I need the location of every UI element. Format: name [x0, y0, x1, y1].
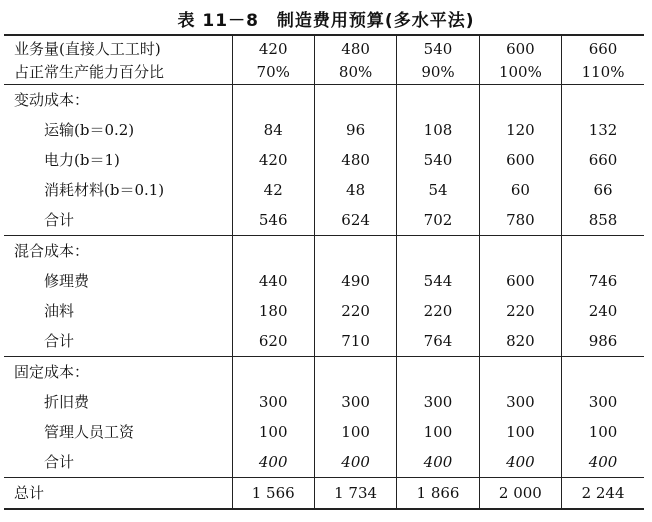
total-cell: 2 244 [562, 478, 644, 510]
value-cell: 96 [314, 115, 396, 145]
value-cell: 710 [314, 326, 396, 357]
value-cell: 764 [397, 326, 479, 357]
value-cell: 544 [397, 266, 479, 296]
value-cell: 108 [397, 115, 479, 145]
empty-cell [562, 357, 644, 388]
value-cell: 220 [314, 296, 396, 326]
value-cell: 132 [562, 115, 644, 145]
value-cell: 400 [479, 447, 561, 478]
sections-body [4, 85, 644, 478]
row-label: 折旧费 [4, 387, 232, 417]
total-cell: 1 566 [232, 478, 314, 510]
empty-cell [314, 357, 396, 388]
empty-cell [479, 85, 561, 116]
table-row [4, 447, 644, 478]
hours-cell: 480 [314, 35, 396, 61]
empty-cell [479, 236, 561, 267]
total-cell: 2 000 [479, 478, 561, 510]
value-cell: 100 [314, 417, 396, 447]
section-title: 变动成本： [4, 85, 232, 116]
table-row [4, 175, 644, 205]
total-label: 总计 [4, 478, 232, 510]
table-row [4, 296, 644, 326]
table-title: 表 11－8 制造费用预算(多水平法) [177, 11, 475, 31]
value-cell: 400 [397, 447, 479, 478]
value-cell: 100 [562, 417, 644, 447]
value-cell: 780 [479, 205, 561, 236]
value-cell: 440 [232, 266, 314, 296]
empty-cell [314, 236, 396, 267]
hours-cell: 660 [562, 35, 644, 61]
capacity-cell: 110% [562, 61, 644, 85]
hours-cell: 600 [479, 35, 561, 61]
empty-cell [397, 85, 479, 116]
row-label: 修理费 [4, 266, 232, 296]
value-cell: 420 [232, 145, 314, 175]
value-cell: 100 [397, 417, 479, 447]
value-cell: 300 [232, 387, 314, 417]
row-label: 合计 [4, 205, 232, 236]
row-label: 运输(b＝0.2) [4, 115, 232, 145]
value-cell: 820 [479, 326, 561, 357]
section-header-row [4, 85, 644, 116]
row-label: 消耗材料(b＝0.1) [4, 175, 232, 205]
value-cell: 220 [397, 296, 479, 326]
capacity-cell: 90% [397, 61, 479, 85]
row-label: 占正常生产能力百分比 [4, 61, 232, 85]
value-cell: 400 [314, 447, 396, 478]
section-title: 混合成本： [4, 236, 232, 267]
row-label: 油料 [4, 296, 232, 326]
value-cell: 600 [479, 145, 561, 175]
header-row-capacity [4, 61, 644, 85]
value-cell: 240 [562, 296, 644, 326]
capacity-cell: 100% [479, 61, 561, 85]
capacity-cell: 80% [314, 61, 396, 85]
value-cell: 66 [562, 175, 644, 205]
value-cell: 60 [479, 175, 561, 205]
hours-cell: 420 [232, 35, 314, 61]
value-cell: 490 [314, 266, 396, 296]
empty-cell [314, 85, 396, 116]
value-cell: 702 [397, 205, 479, 236]
row-label: 业务量(直接人工工时) [4, 35, 232, 61]
total-row [4, 478, 644, 510]
row-label: 合计 [4, 447, 232, 478]
value-cell: 986 [562, 326, 644, 357]
value-cell: 546 [232, 205, 314, 236]
value-cell: 300 [314, 387, 396, 417]
value-cell: 120 [479, 115, 561, 145]
value-cell: 100 [479, 417, 561, 447]
table-row [4, 326, 644, 357]
empty-cell [232, 236, 314, 267]
table-row [4, 115, 644, 145]
row-label: 合计 [4, 326, 232, 357]
section-header-row [4, 357, 644, 388]
table-row [4, 417, 644, 447]
value-cell: 660 [562, 145, 644, 175]
value-cell: 400 [232, 447, 314, 478]
value-cell: 746 [562, 266, 644, 296]
total-cell: 1 866 [397, 478, 479, 510]
value-cell: 84 [232, 115, 314, 145]
empty-cell [232, 357, 314, 388]
value-cell: 42 [232, 175, 314, 205]
value-cell: 300 [397, 387, 479, 417]
overhead-budget-table [4, 34, 644, 510]
table-row [4, 205, 644, 236]
value-cell: 620 [232, 326, 314, 357]
empty-cell [562, 236, 644, 267]
header-row-hours [4, 35, 644, 61]
empty-cell [232, 85, 314, 116]
value-cell: 480 [314, 145, 396, 175]
value-cell: 54 [397, 175, 479, 205]
table-row [4, 145, 644, 175]
value-cell: 100 [232, 417, 314, 447]
value-cell: 48 [314, 175, 396, 205]
section-header-row [4, 236, 644, 267]
value-cell: 540 [397, 145, 479, 175]
value-cell: 600 [479, 266, 561, 296]
table-row [4, 266, 644, 296]
empty-cell [397, 236, 479, 267]
value-cell: 858 [562, 205, 644, 236]
empty-cell [479, 357, 561, 388]
total-cell: 1 734 [314, 478, 396, 510]
value-cell: 400 [562, 447, 644, 478]
row-label: 电力(b＝1) [4, 145, 232, 175]
empty-cell [397, 357, 479, 388]
value-cell: 300 [562, 387, 644, 417]
value-cell: 180 [232, 296, 314, 326]
value-cell: 624 [314, 205, 396, 236]
hours-cell: 540 [397, 35, 479, 61]
empty-cell [562, 85, 644, 116]
row-label: 管理人员工资 [4, 417, 232, 447]
capacity-cell: 70% [232, 61, 314, 85]
section-title: 固定成本： [4, 357, 232, 388]
value-cell: 300 [479, 387, 561, 417]
table-row [4, 387, 644, 417]
value-cell: 220 [479, 296, 561, 326]
